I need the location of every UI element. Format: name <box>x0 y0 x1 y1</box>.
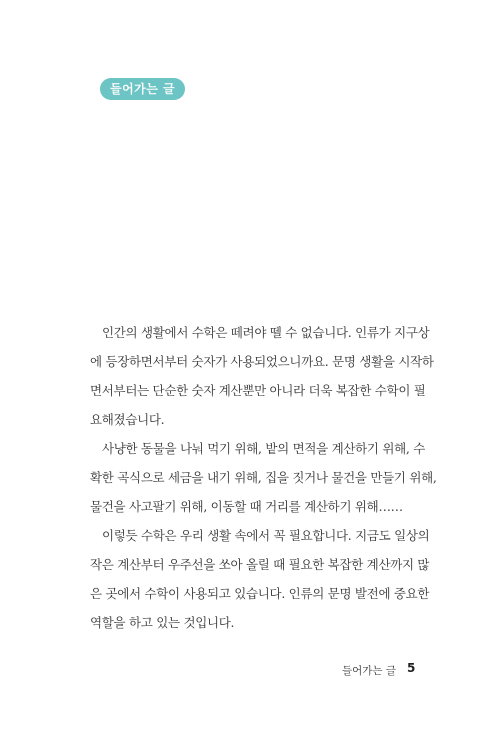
body-line: 인간의 생활에서 수학은 떼려야 뗄 수 없습니다. 인류가 지구상 <box>102 325 430 340</box>
body-line: 면서부터는 단순한 숫자 계산뿐만 아니라 더욱 복잡한 수학이 필 <box>90 383 426 398</box>
body-line: 은 곳에서 수학이 사용되고 있습니다. 인류의 문명 발전에 중요한 <box>90 586 430 601</box>
body-line: 요해졌습니다. <box>90 412 165 427</box>
running-title: 들어가는 글 <box>341 665 396 677</box>
body-line: 물건을 사고팔기 위해, 이동할 때 거리를 계산하기 위해…… <box>90 499 403 514</box>
page-number: 5 <box>407 661 416 675</box>
body-line: 확한 곡식으로 세금을 내기 위해, 집을 짓거나 물건을 만들기 위해, <box>90 470 437 485</box>
body-text <box>90 318 437 637</box>
body-line: 에 등장하면서부터 숫자가 사용되었으니까요. 문명 생활을 시작하 <box>90 354 434 369</box>
section-tag: 들어가는 글 <box>100 78 185 100</box>
body-line: 이렇듯 수학은 우리 생활 속에서 꼭 필요합니다. 지금도 일상의 <box>102 528 430 543</box>
body-line: 역할을 하고 있는 것입니다. <box>90 615 235 630</box>
body-line: 작은 계산부터 우주선을 쏘아 올릴 때 필요한 복잡한 계산까지 많 <box>90 557 430 572</box>
body-line: 사냥한 동물을 나눠 먹기 위해, 밭의 면적을 계산하기 위해, 수 <box>102 441 426 456</box>
